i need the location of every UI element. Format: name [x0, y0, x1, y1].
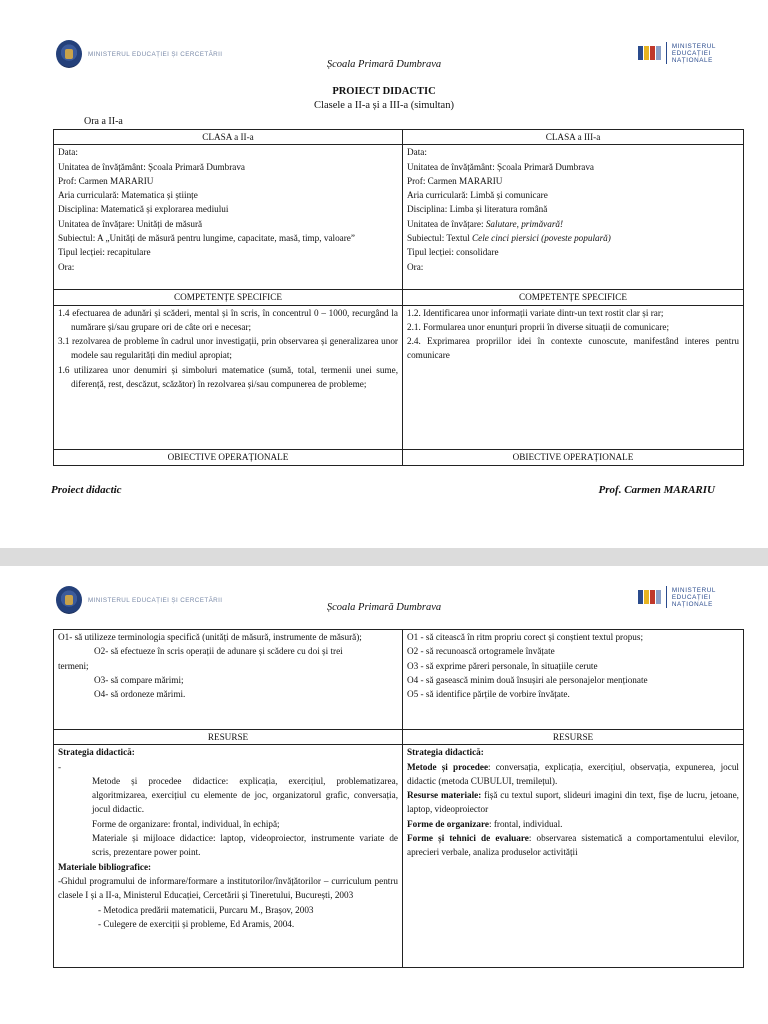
ministry-name-left: MINISTERUL EDUCAȚIEI ȘI CERCETĂRII: [88, 50, 223, 58]
school-name: Școala Primară Dumbrava: [326, 602, 442, 613]
ministry-name-right: MINISTERUL EDUCAȚIEI NAȚIONALE: [671, 586, 716, 608]
info-line: Data:: [407, 147, 427, 158]
col-head-clasa-2: CLASA a II-a: [54, 130, 403, 145]
obiectiv-item-cont: termeni;: [58, 660, 89, 671]
lesson-table-1: [53, 129, 744, 466]
bibliography-label: Materiale bibliografice:: [58, 861, 152, 872]
competenta-item: 1.2. Identificarea unor informații variate dintr-un text rostit clar și rar;: [407, 307, 664, 318]
obiective-cell-clasa-3: [403, 630, 744, 730]
obiectiv-item: O1 - să citească în ritm propriu corect și conștient textul propus;: [407, 632, 644, 642]
document-page-2: [0, 566, 768, 1024]
bibliography-item: - Metodica predării matematicii, Purcaru M., Brașov, 2003: [98, 904, 314, 915]
competenta-item: 1.4 efectuarea de adunări și scăderi, mental și în scris, în concentrul 0 – 1000, recurgând la numărare și/sau grupare ori de câte ori e necesar;: [58, 307, 398, 332]
info-line: Prof: Carmen MARARIU: [58, 175, 154, 186]
obiective-head-2: OBIECTIVE OPERAȚIONALE: [54, 449, 403, 465]
info-line: Unitatea de învățare: Unități de măsură: [58, 218, 203, 229]
info-cell-clasa-2: [54, 145, 403, 290]
strategy-item: Materiale și mijloace didactice: laptop, videoproiector, instrumente variate de scris, prezentare power point.: [92, 833, 398, 858]
info-line: Prof: Carmen MARARIU: [407, 175, 503, 186]
info-line: Unitatea de învățământ: Școala Primară Dumbrava: [407, 161, 594, 172]
strategy-item: Metode și procedee didactice: explicația, exercițiul, problematizarea, algoritmizarea, exercițiul cu elemente de joc, organizatorul grafic, conversația, jocul didactic.: [92, 775, 398, 815]
competenta-item: 3.1 rezolvarea de probleme în cadrul unor investigații, prin observarea și generalizarea unor modele sau regularități din mediul apropiat;: [58, 336, 398, 361]
ministry-flag-icon: [638, 46, 661, 60]
strategia-label: Strategia didactică:: [407, 747, 484, 758]
dash: -: [58, 761, 62, 772]
info-line: Data:: [58, 147, 78, 158]
forme-line: Forme de organizare: frontal, individual.: [407, 818, 563, 829]
obiectiv-item: O3- să compare mărimi;: [94, 674, 184, 685]
bibliography-item: - Culegere de exerciții și probleme, Ed Aramis, 2004.: [98, 918, 295, 929]
resurse-cell-clasa-3: [403, 745, 744, 968]
strategia-label: Strategia didactică:: [58, 747, 135, 758]
ministry-name-right: MINISTERUL EDUCAȚIEI NAȚIONALE: [671, 42, 716, 64]
info-line: Tipul lecției: consolidare: [407, 247, 499, 258]
info-line: Ora:: [407, 261, 424, 272]
document-subtitle: Clasele a II-a și a III-a (simultan): [314, 100, 454, 111]
document-title: PROIECT DIDACTIC: [332, 86, 436, 97]
info-line: Aria curriculară: Matematica și științe: [58, 190, 198, 201]
info-line: Ora:: [58, 261, 75, 272]
competenta-item: 1.6 utilizarea unor denumiri și simboluri matematice (sumă, total, termenii unei sume, diferență, rest, descăzut, scăzător) în rezolvarea și/sau compunerea de probleme;: [58, 364, 398, 390]
resurse-line: Resurse materiale: fișă cu textul suport, slideuri imagini din text, fișe de lucru, jetoane, laptop, videoproiector: [407, 790, 739, 815]
strategy-item: Forme de organizare: frontal, individual, în echipă;: [92, 818, 280, 829]
lesson-hour: Ora a II-a: [84, 116, 123, 127]
obiective-head-3: OBIECTIVE OPERAȚIONALE: [403, 449, 744, 465]
bibliography-item: -Ghidul programului de informare/formare a institutorilor/învățătorilor – curriculum pentru clasele I și a II-a, Ministerul Educației, Cercetării și Tineretului, București, 2003: [58, 875, 398, 901]
metode-line: Metode și procedee: conversația, explicația, exercițiul, observația, expunerea, jocul didactic (metoda CUBULUI, tremilețul).: [407, 761, 739, 786]
obiectiv-item: O4- să ordoneze mărimi.: [94, 689, 186, 700]
resurse-head-3: RESURSE: [403, 730, 744, 745]
competente-head-3: COMPETENȚE SPECIFICE: [403, 290, 744, 305]
school-name: Școala Primară Dumbrava: [326, 59, 442, 70]
text-title: Cele cinci piersici (poveste populară): [472, 233, 611, 244]
ministry-name-left: MINISTERUL EDUCAȚIEI ȘI CERCETĂRII: [88, 596, 223, 604]
obiectiv-item: O1- să utilizeze terminologia specifică (unități de măsură, instrumente de măsură);: [58, 632, 362, 642]
info-line: Disciplina: Limba și literatura română: [407, 204, 548, 215]
competente-head-2: COMPETENȚE SPECIFICE: [54, 290, 403, 305]
competenta-item: 2.1. Formularea unor enunțuri proprii în diverse situații de comunicare;: [407, 321, 670, 332]
info-line: Subiectul: A „Unități de măsură pentru lungime, capacitate, masă, timp, valoare”: [58, 233, 355, 244]
evaluare-line: Forme și tehnici de evaluare: observarea sistematică a comportamentului elevilor, aprecieri verbale, analiza produselor activității: [407, 833, 739, 858]
col-head-clasa-3: CLASA a III-a: [403, 130, 744, 145]
competente-cell-clasa-2: [54, 305, 403, 449]
obiectiv-item: O5 - să identifice părțile de vorbire învățate.: [407, 689, 570, 700]
competenta-item: 2.4. Exprimarea propriilor idei în contexte cunoscute, manifestând interes pentru comunicare: [407, 336, 739, 361]
resurse-head-2: RESURSE: [54, 730, 403, 745]
obiectiv-item: O3 - să exprime păreri personale, în situațiile cerute: [407, 660, 598, 671]
obiective-cell-clasa-2: [54, 630, 403, 730]
info-cell-clasa-3: [403, 145, 744, 290]
info-line: Subiectul: Textul Cele cinci piersici (poveste populară): [407, 233, 611, 244]
info-line: Unitatea de învățare: Salutare, primăvară!: [407, 218, 564, 229]
info-line: Disciplina: Matematică și explorarea mediului: [58, 204, 229, 215]
strategy-list: [58, 774, 398, 860]
obiectiv-item: O4 - să gasească minim două însușiri ale personajelor menționate: [407, 674, 648, 685]
resurse-cell-clasa-2: [54, 745, 403, 968]
obiectiv-item: O2 - să recunoască ortogramele învățate: [407, 646, 555, 657]
footer-title: Proiect didactic: [51, 484, 122, 496]
info-line: Aria curriculară: Limbă și comunicare: [407, 190, 548, 201]
unit-title: Salutare, primăvară!: [485, 218, 564, 229]
info-line: Unitatea de învățământ: Școala Primară Dumbrava: [58, 161, 245, 172]
obiectiv-item: O2- să efectueze în scris operații de adunare și scădere cu doi și trei: [94, 646, 343, 657]
footer-author: Prof. Carmen MARARIU: [598, 484, 715, 496]
lesson-table-2: [53, 629, 744, 968]
info-line: Tipul lecției: recapitulare: [58, 247, 151, 258]
competente-cell-clasa-3: [403, 305, 744, 449]
